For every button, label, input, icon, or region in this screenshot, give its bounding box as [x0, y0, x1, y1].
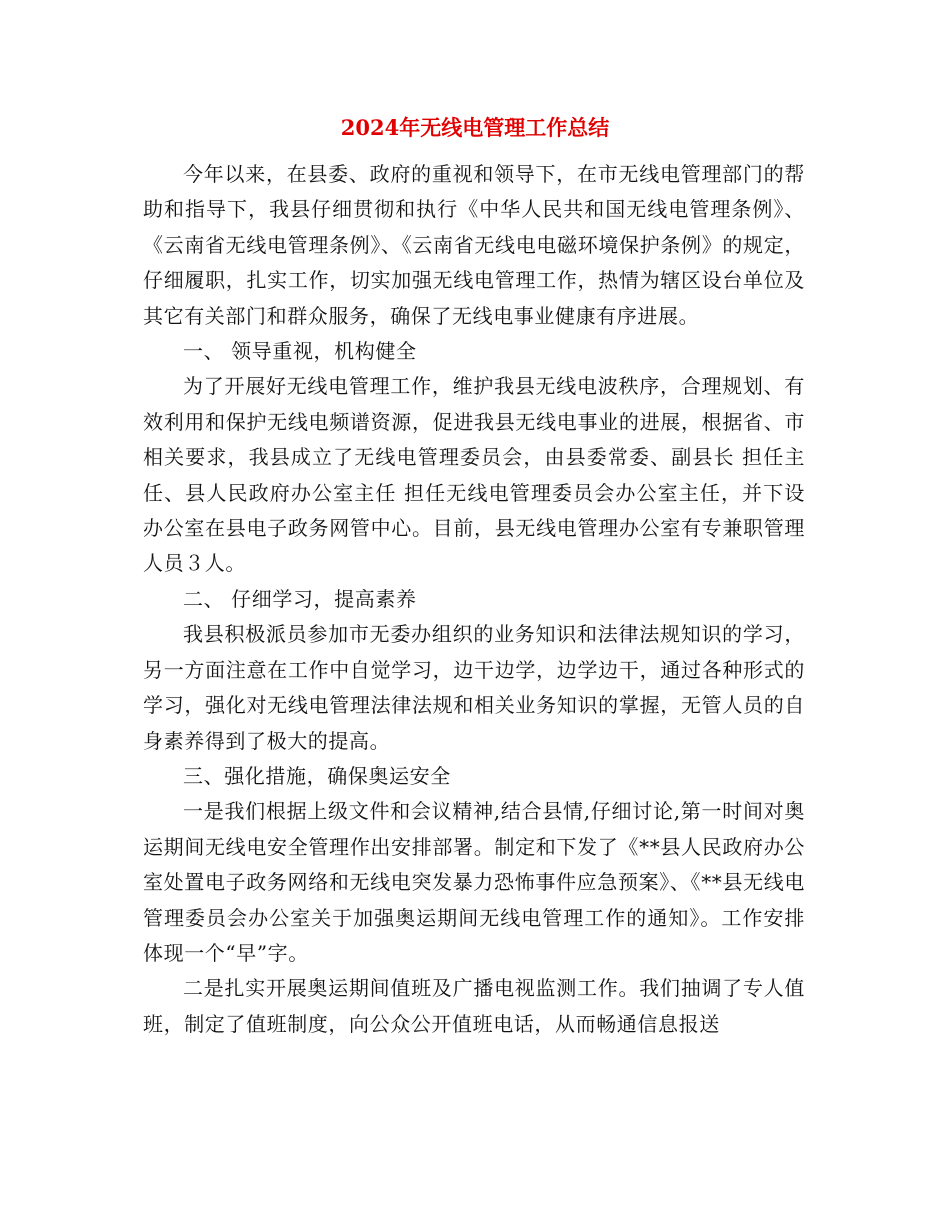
section-3-paragraph-2: 二是扎实开展奥运期间值班及广播电视监测工作。我们抽调了专人值班，制定了值班制度，向公众公开值班电话，从而畅通信息报送: [143, 976, 805, 1036]
intro-paragraph: 今年以来，在县委、政府的重视和领导下，在市无线电管理部门的帮助和指导下，我县仔细贯彻和执行《中华人民共和国无线电管理条例》、《云南省无线电管理条例》、《云南省无线电电磁环境保护条例》的规定，仔细履职，扎实工作，切实加强无线电管理工作，热情为辖区设台单位及其它有关部门和群众服务，确保了无线电事业健康有序进展。: [143, 162, 805, 328]
section-heading-1: 一、 领导重视，机构健全: [183, 339, 417, 364]
section-1-paragraph: 为了开展好无线电管理工作，维护我县无线电波秩序，合理规划、有效利用和保护无线电频谱资源，促进我县无线电事业的进展，根据省、市相关要求，我县成立了无线电管理委员会，由县委常委、副县长 担任主任、县人民政府办公室主任 担任无线电管理委员会办公室主任，并下设办公室在县电子政务网管中心。目前，县无线电管理办公室有专兼职管理人员３人。: [143, 374, 805, 576]
section-2-paragraph: 我县积极派员参加市无委办组织的业务知识和法律法规知识的学习，另一方面注意在工作中自觉学习，边干边学，边学边干，通过各种形式的学习，强化对无线电管理法律法规和相关业务知识的掌握，无管人员的自身素养得到了极大的提高。: [143, 622, 805, 753]
section-3-paragraph-1: 一是我们根据上级文件和会议精神,结合县情,仔细讨论,第一时间对奥运期间无线电安全管理作出安排部署。制定和下发了《**县人民政府办公室处置电子政务网络和无线电突发暴力恐怖事件应急预案》、《**县无线电管理委员会办公室关于加强奥运期间无线电管理工作的通知》。工作安排体现一个“早”字。: [143, 799, 805, 965]
section-heading-2: 二、 仔细学习，提高素养: [183, 586, 417, 611]
document-title: 2024年无线电管理工作总结: [340, 115, 610, 140]
document-body: [143, 157, 805, 1042]
section-heading-3: 三、强化措施，确保奥运安全: [183, 763, 451, 788]
